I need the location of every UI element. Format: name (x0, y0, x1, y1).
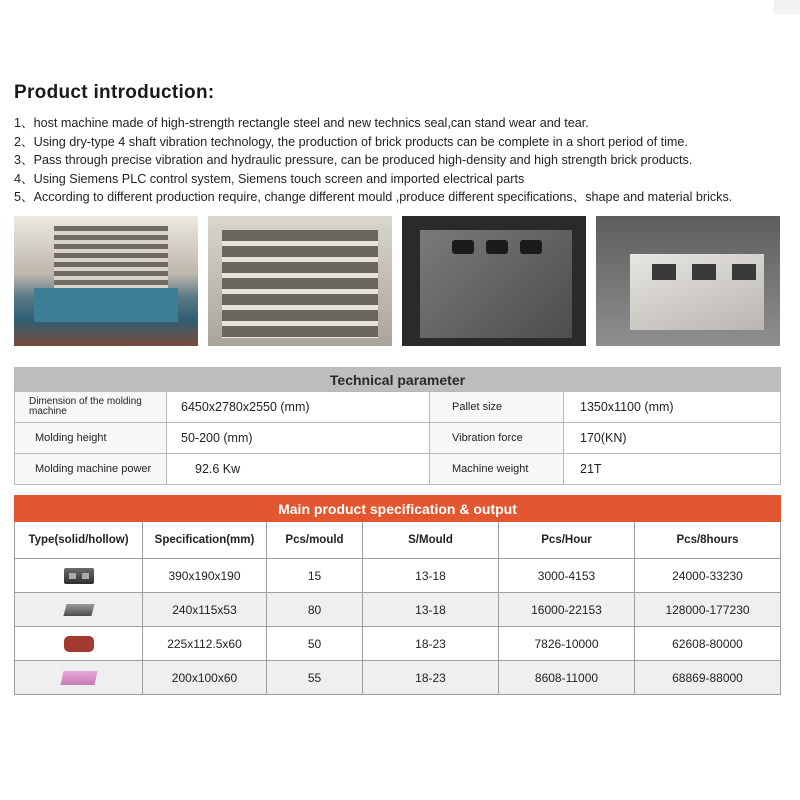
eight-hour-cell: 128000-177230 (635, 593, 781, 627)
product-spec-table (14, 495, 781, 695)
tech-title: Technical parameter (15, 368, 781, 392)
photo-strip (14, 216, 780, 346)
cycle-cell: 13-18 (363, 593, 499, 627)
param-value: 21T (564, 454, 781, 485)
column-header: S/Mould (363, 522, 499, 559)
param-value: 92.6 Kw (167, 454, 430, 485)
pcs-cell: 55 (267, 661, 363, 695)
param-label: Pallet size (430, 392, 564, 423)
param-label: Machine weight (430, 454, 564, 485)
solid-brick-icon (63, 604, 94, 616)
spec-title: Main product specification & output (15, 496, 781, 522)
pallet-rack-photo (208, 216, 392, 346)
machine-photo (14, 216, 198, 346)
intro-item: 5、According to different production require, change different mould ,produce different specifications、shape and material bricks. (14, 190, 733, 205)
paver-brick-icon (64, 636, 94, 652)
table-row (15, 423, 781, 454)
table-row (15, 392, 781, 423)
column-header: Pcs/Hour (499, 522, 635, 559)
param-value: 170(KN) (564, 423, 781, 454)
pcs-cell: 80 (267, 593, 363, 627)
table-row (15, 559, 781, 593)
cycle-cell: 18-23 (363, 661, 499, 695)
corner-shade (774, 0, 800, 14)
param-value: 1350x1100 (mm) (564, 392, 781, 423)
intro-item: 4、Using Siemens PLC control system, Siemens touch screen and imported electrical parts (14, 171, 525, 186)
hollow-block-icon (64, 568, 94, 584)
intro-list (14, 114, 794, 207)
eight-hour-cell: 68869-88000 (635, 661, 781, 695)
column-header: Pcs/8hours (635, 522, 781, 559)
param-value: 50-200 (mm) (167, 423, 430, 454)
hour-cell: 8608-11000 (499, 661, 635, 695)
param-label: Dimension of the molding machine (15, 392, 167, 423)
table-row (15, 454, 781, 485)
intro-item: 1、host machine made of high-strength rectangle steel and new technics seal,can stand wear and tear. (14, 116, 589, 130)
hour-cell: 16000-22153 (499, 593, 635, 627)
intro-item: 3、Pass through precise vibration and hydraulic pressure, can be produced high-density and high strength brick products. (14, 153, 693, 168)
pcs-cell: 50 (267, 627, 363, 661)
hour-cell: 3000-4153 (499, 559, 635, 593)
hollow-block-photo (402, 216, 586, 346)
pink-paver-icon (60, 671, 97, 685)
cycle-cell: 18-23 (363, 627, 499, 661)
table-row (15, 661, 781, 695)
param-label: Molding machine power (15, 454, 167, 485)
eight-hour-cell: 24000-33230 (635, 559, 781, 593)
spec-cell: 200x100x60 (143, 661, 267, 695)
eight-hour-cell: 62608-80000 (635, 627, 781, 661)
technical-parameter-table (14, 367, 781, 485)
brick-closeup-photo (596, 216, 780, 346)
column-header: Pcs/mould (267, 522, 363, 559)
spec-cell: 240x115x53 (143, 593, 267, 627)
hour-cell: 7826-10000 (499, 627, 635, 661)
table-row (15, 593, 781, 627)
column-header: Specification(mm) (143, 522, 267, 559)
param-label: Molding height (15, 423, 167, 454)
intro-title: Product introduction: (14, 82, 215, 103)
spec-cell: 225x112.5x60 (143, 627, 267, 661)
table-row (15, 627, 781, 661)
param-label: Vibration force (430, 423, 564, 454)
spec-cell: 390x190x190 (143, 559, 267, 593)
cycle-cell: 13-18 (363, 559, 499, 593)
pcs-cell: 15 (267, 559, 363, 593)
column-header: Type(solid/hollow) (15, 522, 143, 559)
intro-item: 2、Using dry-type 4 shaft vibration technology, the production of brick products can be complete in a short period of time. (14, 134, 688, 149)
param-value: 6450x2780x2550 (mm) (167, 392, 430, 423)
spec-header-row (15, 522, 781, 559)
